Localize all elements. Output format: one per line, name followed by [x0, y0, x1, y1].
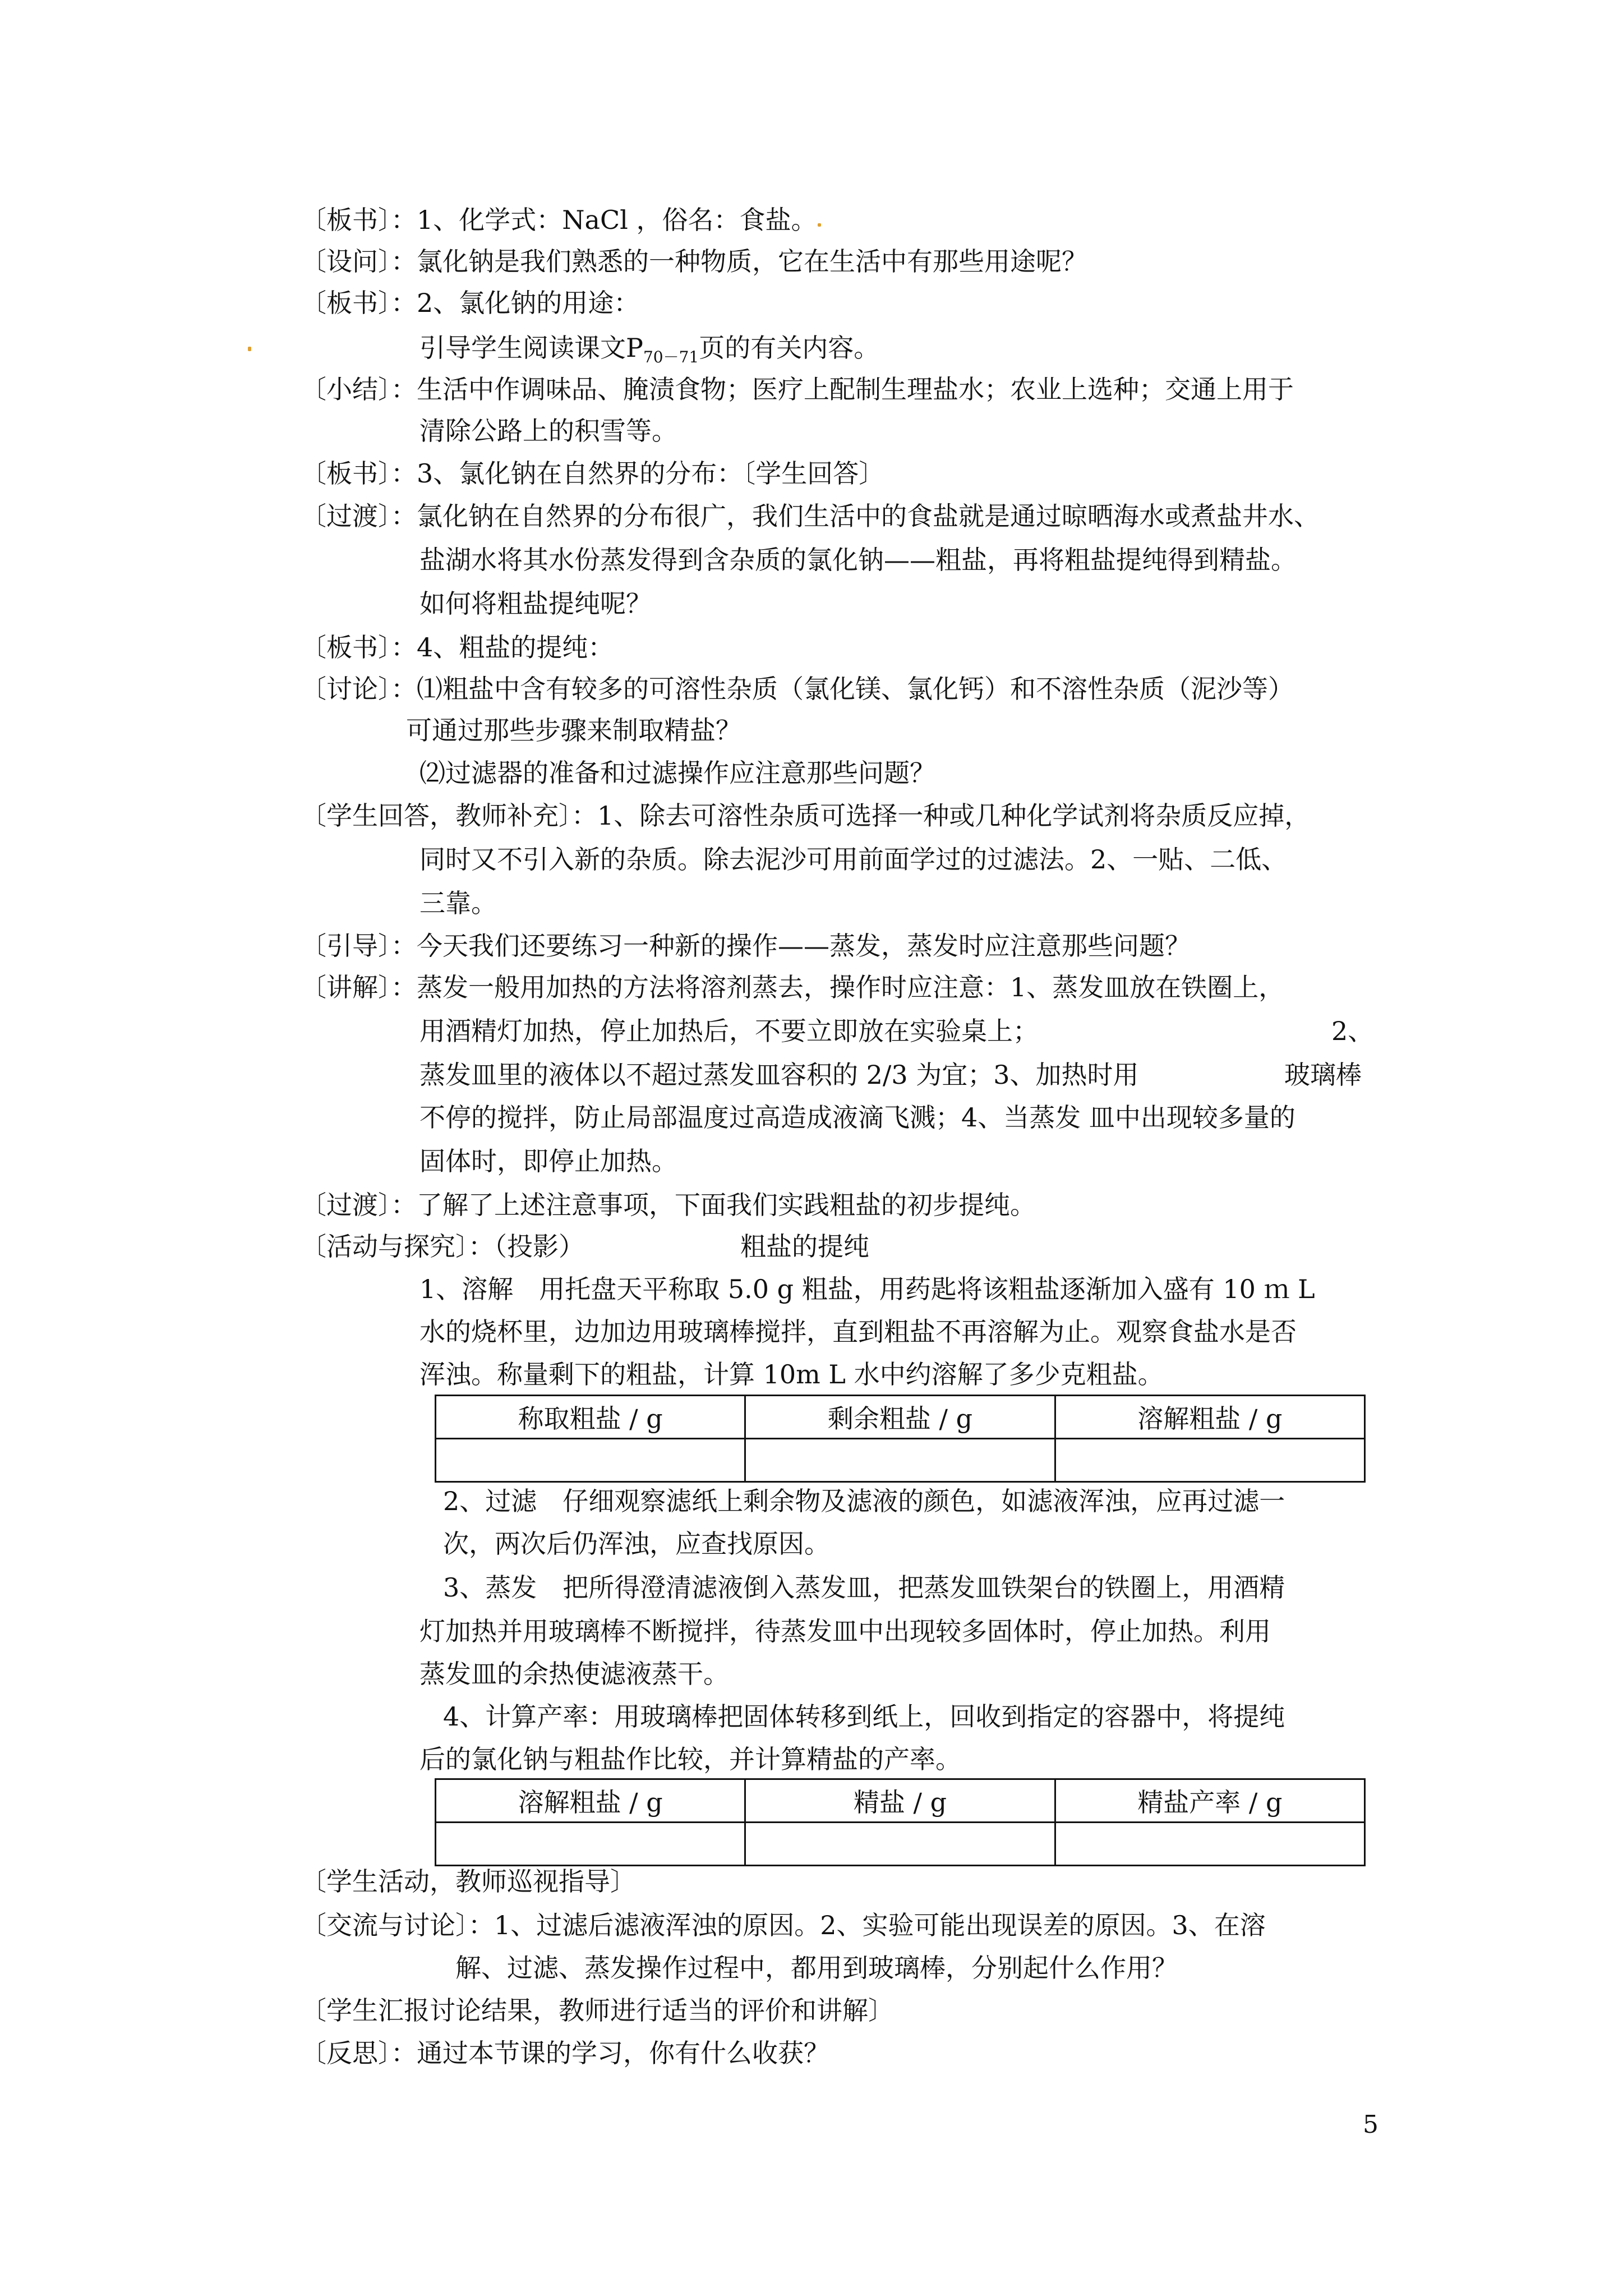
margin-mark [818, 223, 821, 227]
text-line: 〔引导〕：今天我们还要练习一种新的操作——蒸发，蒸发时应注意那些问题？ [301, 931, 1191, 961]
table-cell [436, 1439, 745, 1482]
text-line: 〔过渡〕：氯化钠在自然界的分布很广，我们生活中的食盐就是通过晾晒海水或煮盐井水、 [301, 501, 1320, 531]
text-line: 不停的搅拌，防止局部温度过高造成液滴飞溅；4、当蒸发 皿中出现较多量的 [419, 1102, 1295, 1133]
text-line: 2、 [1331, 1016, 1374, 1046]
text-line: 盐湖水将其水份蒸发得到含杂质的氯化钠——粗盐，再将粗盐提纯得到精盐。 [419, 545, 1297, 575]
text-line: 水的烧杯里，边加边用玻璃棒搅拌，直到粗盐不再溶解为止。观察食盐水是否 [419, 1317, 1297, 1347]
text-line: 三靠。 [419, 888, 497, 918]
text-line: 蒸发皿的余热使滤液蒸干。 [419, 1659, 729, 1689]
text-line: ⑵过滤器的准备和过滤操作应注意那些问题？ [419, 758, 935, 788]
text-line: 灯加热并用玻璃棒不断搅拌，待蒸发皿中出现较多固体时，停止加热。利用 [419, 1616, 1271, 1646]
text-line: 〔过渡〕：了解了上述注意事项，下面我们实践粗盐的初步提纯。 [301, 1190, 1036, 1220]
table-cell [1055, 1823, 1364, 1866]
text-line: 〔学生回答，教师补充〕：1、除去可溶性杂质可选择一种或几种化学试剂将杂质反应掉， [301, 800, 1311, 831]
text-line: 2、过滤 仔细观察滤纸上剩余物及滤液的颜色，如滤液浑浊，应再过滤一 [443, 1486, 1285, 1516]
margin-mark [248, 347, 251, 351]
text-line: 1、溶解 用托盘天平称取 5.0 g 粗盐，用药匙将该粗盐逐渐加入盛有 10 ｍ L [419, 1274, 1315, 1304]
text-line: 清除公路上的积雪等。 [419, 416, 677, 446]
text-line: 如何将粗盐提纯呢？ [419, 588, 652, 619]
text-line: 蒸发皿里的液体以不超过蒸发皿容积的 2/3 为宜；3、加热时用 [419, 1060, 1139, 1090]
text-line: 次，两次后仍浑浊，应查找原因。 [443, 1529, 830, 1559]
text-line: 〔交流与讨论〕：1、过滤后滤液浑浊的原因。2、实验可能出现误差的原因。3、在溶 [301, 1910, 1266, 1940]
table-cell [745, 1823, 1055, 1866]
text-line: 固体时，即停止加热。 [419, 1146, 677, 1176]
text-line: 用酒精灯加热，停止加热后，不要立即放在实验桌上； [419, 1016, 1039, 1046]
table-header-cell: 称取粗盐 / g [436, 1396, 745, 1439]
text-line: 〔反思〕：通过本节课的学习，你有什么收获？ [301, 2038, 829, 2068]
table-header-cell: 剩余粗盐 / g [745, 1396, 1055, 1439]
text-line: 〔讲解〕：蒸发一般用加热的方法将溶剂蒸去，操作时应注意：1、蒸发皿放在铁圈上， [301, 972, 1285, 1002]
table-cell [745, 1439, 1055, 1482]
text-line: 浑浊。称量剩下的粗盐，计算 10m L 水中约溶解了多少克粗盐。 [419, 1359, 1164, 1389]
text-line: 4、计算产率：用玻璃棒把固体转移到纸上，回收到指定的容器中，将提纯 [443, 1701, 1285, 1732]
text-line: 〔板书〕：2、氯化钠的用途： [301, 288, 640, 318]
text-line: 〔学生汇报讨论结果，教师进行适当的评价和讲解〕 [301, 1995, 894, 2026]
text-line: 〔板书〕：3、氯化钠在自然界的分布：〔学生回答〕 [301, 458, 885, 489]
text-line: 〔小结〕：生活中作调味品、腌渍食物；医疗上配制生理盐水；农业上选种；交通上用于 [301, 374, 1294, 404]
text-line: 〔设问〕：氯化钠是我们熟悉的一种物质，它在生活中有那些用途呢？ [301, 246, 1087, 277]
text-line: 可通过那些步骤来制取精盐？ [406, 715, 741, 746]
table-header-cell: 精盐 / g [745, 1779, 1055, 1823]
yield-table [435, 1778, 1366, 1866]
text-line: 〔板书〕：4、粗盐的提纯： [301, 632, 614, 662]
table-header-cell: 溶解粗盐 / g [436, 1779, 745, 1823]
table-header-cell: 溶解粗盐 / g [1055, 1396, 1364, 1439]
text-line: 同时又不引入新的杂质。除去泥沙可用前面学过的过滤法。2、一贴、二低、 [419, 844, 1288, 875]
table-header-cell: 精盐产率 / g [1055, 1779, 1364, 1823]
text-line: 后的氯化钠与粗盐作比较，并计算精盐的产率。 [419, 1744, 961, 1774]
weighing-table [435, 1395, 1366, 1483]
table-cell [1055, 1439, 1364, 1482]
section-title: 粗盐的提纯 [740, 1231, 869, 1262]
text-line: 3、蒸发 把所得澄清滤液倒入蒸发皿，把蒸发皿铁架台的铁圈上，用酒精 [443, 1572, 1285, 1603]
text-line: 玻璃棒 [1284, 1060, 1362, 1090]
page-number: 5 [1363, 2110, 1378, 2139]
text-line: 〔学生活动，教师巡视指导〕 [301, 1866, 636, 1897]
text-line: 〔讨论〕：⑴粗盐中含有较多的可溶性杂质（氯化镁、氯化钙）和不溶性杂质（泥沙等） [301, 674, 1294, 704]
text-line: 解、过滤、蒸发操作过程中，都用到玻璃棒，分别起什么作用？ [455, 1953, 1178, 1983]
table-cell [436, 1823, 745, 1866]
text-line: 引导学生阅读课文$P_{70-71}$页的有关内容。 [419, 333, 880, 366]
text-line: 〔板书〕：1、化学式：NaCl ，俗名：食盐。 [301, 205, 817, 235]
text-line: 〔活动与探究〕：（投影） [301, 1231, 584, 1262]
